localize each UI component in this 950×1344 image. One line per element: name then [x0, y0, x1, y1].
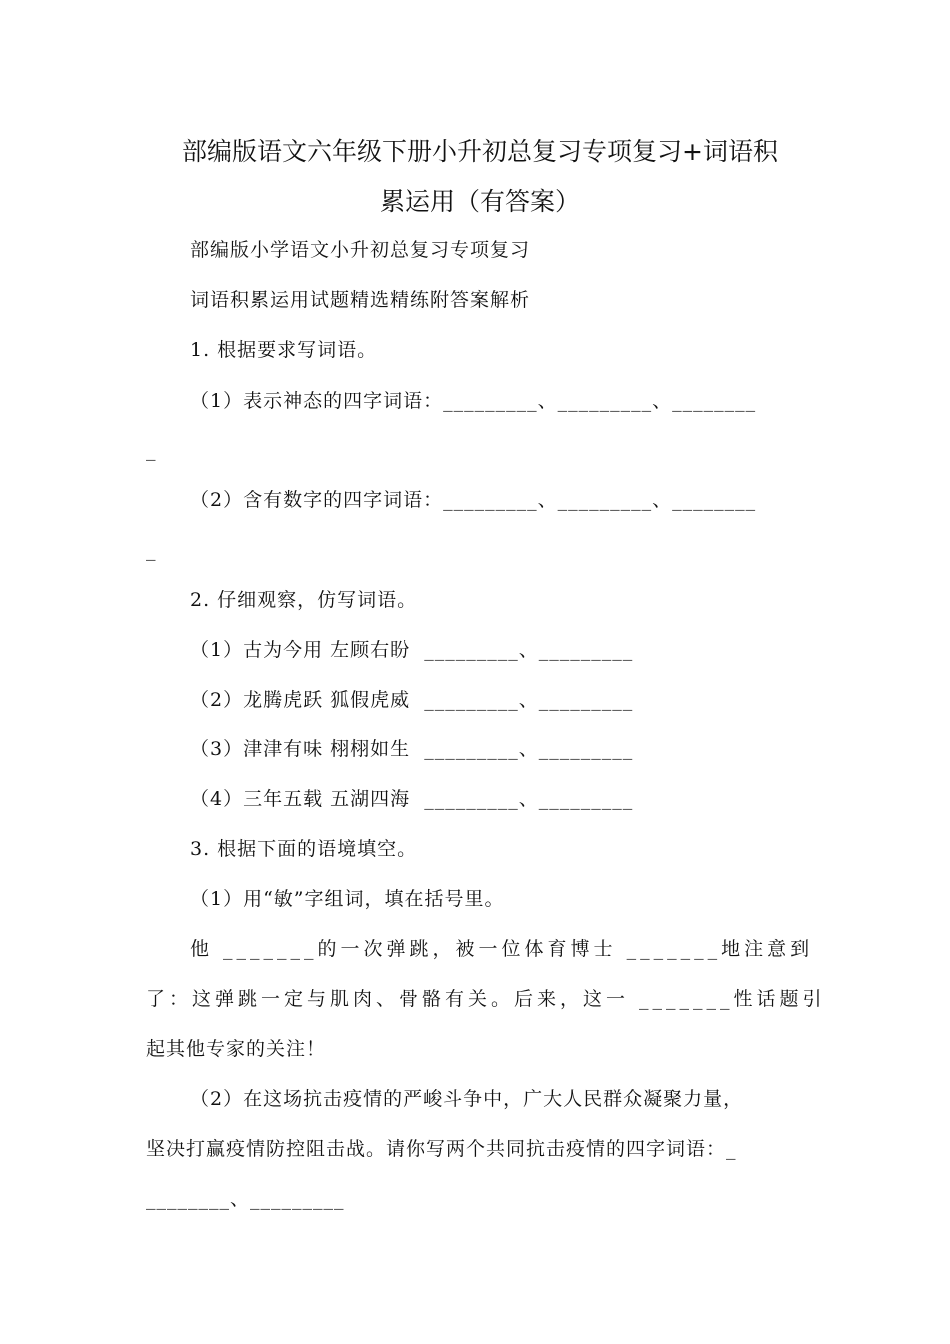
- subtitle-2: 词语积累运用试题精选精练附答案解析: [190, 289, 531, 311]
- question-3-stem: 3. 根据下面的语境填空。: [190, 838, 418, 860]
- question-1-item-1-wrap: _: [146, 439, 157, 461]
- question-2-item: （4）三年五载 五湖四海 _________、_________: [190, 788, 634, 810]
- question-3-paragraph-line-2: 了：这弹跳一定与肌肉、骨骼有关。后来，这一 _______性话题引: [146, 988, 826, 1010]
- subtitle-1: 部编版小学语文小升初总复习专项复习: [190, 239, 531, 261]
- question-3-sub-1: （1）用“敏”字组词，填在括号里。: [190, 888, 505, 910]
- question-3-sub-2-line-2: 坚决打赢疫情防控阻击战。请你写两个共同抗击疫情的四字词语：_: [146, 1138, 737, 1160]
- question-1-item-2: （2）含有数字的四字词语：_________、_________、________: [190, 489, 757, 511]
- question-2-item: （2）龙腾虎跃 狐假虎威 _________、_________: [190, 689, 634, 711]
- question-3-paragraph-line-3: 起其他专家的关注！: [146, 1038, 327, 1060]
- document-title-line-1: 部编版语文六年级下册小升初总复习专项复习+词语积: [182, 137, 778, 166]
- question-2-item: （3）津津有味 栩栩如生 _________、_________: [190, 738, 634, 760]
- question-3-sub-2-line-1: （2）在这场抗击疫情的严峻斗争中，广大人民群众凝聚力量，: [190, 1088, 744, 1110]
- question-3-paragraph-line-1: 他 _______的一次弹跳，被一位体育博士 _______地注意到: [190, 938, 814, 960]
- question-1-stem: 1. 根据要求写词语。: [190, 339, 378, 361]
- question-2-item: （1）古为今用 左顾右盼 _________、_________: [190, 639, 634, 661]
- question-1-item-1: （1）表示神态的四字词语：_________、_________、________: [190, 390, 757, 412]
- question-3-sub-2-line-3: ________、_________: [146, 1188, 345, 1210]
- document-title-line-2: 累运用（有答案）: [379, 187, 580, 216]
- question-1-item-2-wrap: _: [146, 539, 157, 561]
- question-2-stem: 2. 仔细观察，仿写词语。: [190, 589, 418, 611]
